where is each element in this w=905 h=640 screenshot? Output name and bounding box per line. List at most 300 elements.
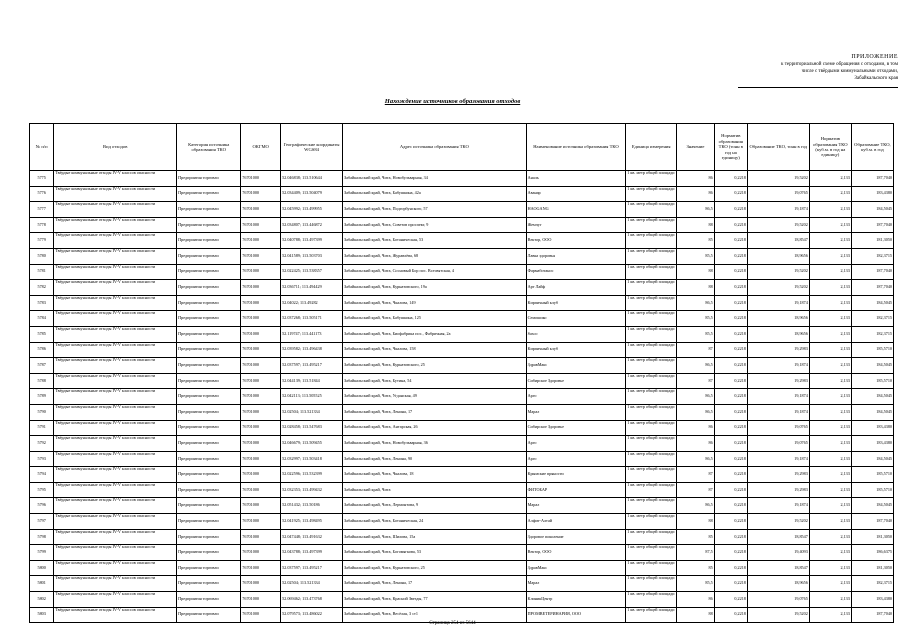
cell-okpo: 76701000 [241, 592, 281, 608]
table-row [30, 264, 894, 280]
cell-coordinates: 52.032353; 113.499432 [281, 482, 343, 498]
cell-volume-norm: 2,133 [809, 248, 851, 264]
cell-mass: 18,9656 [747, 326, 809, 342]
cell-mass: 18,8547 [747, 233, 809, 249]
table-row [30, 529, 894, 545]
cell-address: Забайкальский край, Чита, Чкалова, 158 [343, 342, 527, 358]
cell-value: 86,5 [677, 358, 715, 374]
cell-source-name: Арт Лайф [526, 280, 626, 296]
cell-number: 5801 [30, 576, 54, 592]
cell-value: 86,5 [677, 295, 715, 311]
cell-address: Забайкальский край, Чита, Советов проспект, 9 [343, 217, 527, 233]
cell-category: Предприятия торговли [177, 373, 241, 389]
cell-volume-norm: 2,133 [809, 311, 851, 327]
cell-norm: 0,2218 [714, 171, 747, 187]
cell-mass: 19,2983 [747, 342, 809, 358]
cell-source-name: ПРОМВЕТЕРИНАРИЯ, ООО [526, 607, 626, 623]
table-row [30, 171, 894, 187]
cell-waste-type: Твёрдые коммунальные отходы IV-V классов опасности [54, 467, 177, 483]
cell-volume-norm: 2,133 [809, 280, 851, 296]
cell-unit: 1 кв. метр общей площади [626, 607, 677, 623]
cell-address: Забайкальский край, Чита, Новобульварная, 34 [343, 171, 527, 187]
cell-value: 86,5 [677, 389, 715, 405]
cell-mass: 19,5202 [747, 217, 809, 233]
cell-waste-type: Твёрдые коммунальные отходы IV-V классов опасности [54, 295, 177, 311]
cell-volume: 187,7040 [851, 607, 893, 623]
cell-volume: 182,3715 [851, 248, 893, 264]
cell-value: 85 [677, 233, 715, 249]
cell-value: 86,5 [677, 404, 715, 420]
cell-category: Предприятия торговли [177, 436, 241, 452]
cell-volume-norm: 2,133 [809, 217, 851, 233]
cell-waste-type: Твёрдые коммунальные отходы IV-V классов опасности [54, 342, 177, 358]
table-row [30, 295, 894, 311]
cell-unit: 1 кв. метр общей площади [626, 529, 677, 545]
cell-okpo: 76701000 [241, 326, 281, 342]
cell-category: Предприятия торговли [177, 295, 241, 311]
table-row [30, 560, 894, 576]
cell-okpo: 76701000 [241, 358, 281, 374]
cell-volume-norm: 2,133 [809, 560, 851, 576]
cell-okpo: 76701000 [241, 560, 281, 576]
cell-number: 5792 [30, 436, 54, 452]
cell-norm: 0,2218 [714, 467, 747, 483]
cell-category: Предприятия торговли [177, 342, 241, 358]
cell-unit: 1 кв. метр общей площади [626, 514, 677, 530]
header-row [30, 124, 894, 171]
cell-volume-norm: 2,133 [809, 607, 851, 623]
cell-address: Забайкальский край, Чита, Красной Звезды, 77 [343, 592, 527, 608]
cell-okpo: 76701000 [241, 389, 281, 405]
cell-okpo: 76701000 [241, 280, 281, 296]
table-row [30, 498, 894, 514]
cell-value: 86 [677, 436, 715, 452]
cell-source-name: Кирпичный клуб [526, 295, 626, 311]
cell-coordinates: 52.046838; 113.510644 [281, 171, 343, 187]
col-header-n: № п/п [30, 124, 54, 171]
cell-coordinates: 52.041925; 113.498495 [281, 514, 343, 530]
cell-address: Забайкальский край, Чита, Чкалова, 18 [343, 467, 527, 483]
cell-value: 88 [677, 280, 715, 296]
cell-value: 87,5 [677, 545, 715, 561]
cell-volume: 184,5045 [851, 498, 893, 514]
cell-mass: 19,1874 [747, 404, 809, 420]
cell-waste-type: Твёрдые коммунальные отходы IV-V классов опасности [54, 186, 177, 202]
cell-unit: 1 кв. метр общей площади [626, 295, 677, 311]
cell-unit: 1 кв. метр общей площади [626, 373, 677, 389]
cell-norm: 0,2218 [714, 311, 747, 327]
cell-mass: 19,2983 [747, 467, 809, 483]
table-row [30, 233, 894, 249]
cell-coordinates: 52.051432; 113.50186 [281, 498, 343, 514]
cell-source-name: Вектор, ООО [526, 233, 626, 249]
cell-coordinates: 52.039582; 113.496438 [281, 342, 343, 358]
cell-unit: 1 кв. метр общей площади [626, 248, 677, 264]
cell-norm: 0,2218 [714, 420, 747, 436]
cell-waste-type: Твёрдые коммунальные отходы IV-V классов опасности [54, 404, 177, 420]
cell-mass: 19,1874 [747, 295, 809, 311]
table-row [30, 545, 894, 561]
col-header-norm: Норматив образования ТКО (тонн в год на единицу) [714, 124, 747, 171]
cell-value: 87 [677, 467, 715, 483]
cell-unit: 1 кв. метр общей площади [626, 358, 677, 374]
cell-waste-type: Твёрдые коммунальные отходы IV-V классов опасности [54, 326, 177, 342]
cell-value: 86,5 [677, 498, 715, 514]
cell-category: Предприятия торговли [177, 202, 241, 218]
cell-mass: 19,2983 [747, 373, 809, 389]
cell-source-name: Кирпичный клуб [526, 342, 626, 358]
cell-volume: 183,4380 [851, 186, 893, 202]
cell-volume: 183,4380 [851, 592, 893, 608]
cell-unit: 1 кв. метр общей площади [626, 404, 677, 420]
cell-coordinates: 52.022425; 113.538357 [281, 264, 343, 280]
table-row [30, 404, 894, 420]
cell-value: 87 [677, 373, 715, 389]
cell-mass: 19,1874 [747, 389, 809, 405]
cell-address: Забайкальский край, Чита, Лермонтова, 9 [343, 498, 527, 514]
cell-unit: 1 кв. метр общей площади [626, 186, 677, 202]
cell-mass: 19,0765 [747, 592, 809, 608]
cell-volume-norm: 2,133 [809, 342, 851, 358]
table-row [30, 342, 894, 358]
cell-number: 5791 [30, 420, 54, 436]
cell-value: 85 [677, 529, 715, 545]
cell-address: Забайкальский край, Чита, Угданская, 49 [343, 389, 527, 405]
cell-volume: 185,5710 [851, 482, 893, 498]
table-row [30, 373, 894, 389]
appendix-line-1: к территориальной схеме обращения с отходами, в том [781, 62, 898, 67]
cell-source-name: Аналь [526, 171, 626, 187]
cell-norm: 0,2218 [714, 264, 747, 280]
cell-value: 87 [677, 482, 715, 498]
table-row [30, 217, 894, 233]
cell-category: Предприятия торговли [177, 264, 241, 280]
cell-waste-type: Твёрдые коммунальные отходы IV-V классов опасности [54, 311, 177, 327]
cell-norm: 0,2218 [714, 373, 747, 389]
cell-coordinates: 52.02504; 113.521334 [281, 576, 343, 592]
cell-coordinates: 52.032997; 113.503418 [281, 451, 343, 467]
cell-okpo: 76701000 [241, 248, 281, 264]
cell-value: 85,5 [677, 576, 715, 592]
cell-unit: 1 кв. метр общей площади [626, 451, 677, 467]
cell-coordinates: 52.037268; 113.505171 [281, 311, 343, 327]
cell-source-name: Вектор, ООО [526, 545, 626, 561]
cell-waste-type: Твёрдые коммунальные отходы IV-V классов опасности [54, 498, 177, 514]
cell-volume: 185,5710 [851, 342, 893, 358]
cell-unit: 1 кв. метр общей площади [626, 576, 677, 592]
table-row [30, 280, 894, 296]
cell-source-name: НАОGANG [526, 202, 626, 218]
cell-okpo: 76701000 [241, 295, 281, 311]
table-row [30, 311, 894, 327]
cell-norm: 0,2218 [714, 326, 747, 342]
cell-value: 88 [677, 264, 715, 280]
cell-category: Предприятия торговли [177, 358, 241, 374]
cell-category: Предприятия торговли [177, 389, 241, 405]
cell-coordinates: 52.028458; 113.547683 [281, 420, 343, 436]
cell-waste-type: Твёрдые коммунальные отходы IV-V классов опасности [54, 451, 177, 467]
cell-mass: 19,0765 [747, 186, 809, 202]
cell-address: Забайкальский край, Чита, Подгорбунского, 57 [343, 202, 527, 218]
cell-mass: 19,1874 [747, 451, 809, 467]
cell-norm: 0,2218 [714, 592, 747, 608]
cell-waste-type: Твёрдые коммунальные отходы IV-V классов опасности [54, 482, 177, 498]
cell-okpo: 76701000 [241, 373, 281, 389]
cell-volume: 181,3050 [851, 233, 893, 249]
table-row [30, 576, 894, 592]
cell-source-name: Аванар [526, 186, 626, 202]
cell-volume: 184,5045 [851, 295, 893, 311]
cell-number: 5782 [30, 280, 54, 296]
cell-coordinates: 52.034807; 113.446872 [281, 217, 343, 233]
table-row [30, 592, 894, 608]
cell-category: Предприятия торговли [177, 529, 241, 545]
cell-waste-type: Твёрдые коммунальные отходы IV-V классов опасности [54, 233, 177, 249]
cell-waste-type: Твёрдые коммунальные отходы IV-V классов опасности [54, 420, 177, 436]
cell-mass: 19,5202 [747, 264, 809, 280]
table-row [30, 186, 894, 202]
cell-norm: 0,2218 [714, 576, 747, 592]
cell-mass: 19,0765 [747, 420, 809, 436]
cell-volume-norm: 2,133 [809, 264, 851, 280]
cell-category: Предприятия торговли [177, 186, 241, 202]
cell-norm: 0,2218 [714, 280, 747, 296]
cell-okpo: 76701000 [241, 202, 281, 218]
cell-okpo: 76701000 [241, 420, 281, 436]
table-row [30, 248, 894, 264]
col-header-okpo: ОКГМО [241, 124, 281, 171]
cell-coordinates: 52.046679; 113.509455 [281, 436, 343, 452]
cell-source-name: Здоровое поколение [526, 529, 626, 545]
cell-volume: 187,7040 [851, 514, 893, 530]
cell-number: 5784 [30, 311, 54, 327]
cell-volume: 187,7040 [851, 264, 893, 280]
cell-coordinates: 52.040788; 113.497399 [281, 233, 343, 249]
cell-category: Предприятия торговли [177, 217, 241, 233]
cell-source-name: Алфит-Алтай [526, 514, 626, 530]
cell-mass: 19,1874 [747, 498, 809, 514]
col-header-address: Адрес источника образования ТКО [343, 124, 527, 171]
cell-okpo: 76701000 [241, 342, 281, 358]
cell-number: 5776 [30, 186, 54, 202]
cell-category: Предприятия торговли [177, 404, 241, 420]
cell-okpo: 76701000 [241, 171, 281, 187]
col-header-type: Вид отходов [54, 124, 177, 171]
cell-source-name: Жемчуг [526, 217, 626, 233]
cell-source-name: Марал [526, 498, 626, 514]
cell-volume-norm: 2,133 [809, 529, 851, 545]
table-row [30, 467, 894, 483]
cell-coordinates: 52.037597; 113.495217 [281, 560, 343, 576]
cell-number: 5798 [30, 529, 54, 545]
cell-norm: 0,2218 [714, 202, 747, 218]
cell-norm: 0,2218 [714, 436, 747, 452]
cell-okpo: 76701000 [241, 311, 281, 327]
cell-volume: 187,7040 [851, 280, 893, 296]
cell-waste-type: Твёрдые коммунальные отходы IV-V классов опасности [54, 576, 177, 592]
cell-volume: 181,3050 [851, 560, 893, 576]
cell-mass: 19,1874 [747, 202, 809, 218]
cell-mass: 19,2983 [747, 482, 809, 498]
cell-volume: 181,3050 [851, 529, 893, 545]
cell-volume-norm: 2,133 [809, 186, 851, 202]
cell-address: Забайкальский край, Чита, Бутина, 54 [343, 373, 527, 389]
col-header-category: Категория источника образования ТКО [177, 124, 241, 171]
cell-volume-norm: 2,133 [809, 202, 851, 218]
cell-source-name: КлиникЦентр [526, 592, 626, 608]
cell-norm: 0,2218 [714, 248, 747, 264]
cell-unit: 1 кв. метр общей площади [626, 233, 677, 249]
cell-norm: 0,2218 [714, 451, 747, 467]
cell-source-name: Арго [526, 389, 626, 405]
cell-number: 5775 [30, 171, 54, 187]
col-header-volume: Образование ТКО, куб.м. в год [851, 124, 893, 171]
document-title: Нахождение источников образования отходов [384, 98, 521, 105]
cell-coordinates: 52.04022; 113.49282 [281, 295, 343, 311]
cell-okpo: 76701000 [241, 482, 281, 498]
cell-source-name: Крымские пряности [526, 467, 626, 483]
cell-address: Забайкальский край, Чита, Биофабрика пос., Фабричная, 2а [343, 326, 527, 342]
table-row [30, 202, 894, 218]
cell-coordinates: 52.047448; 113.491632 [281, 529, 343, 545]
cell-volume: 186,6375 [851, 545, 893, 561]
cell-mass: 19,5202 [747, 607, 809, 623]
table-header [30, 124, 894, 171]
cell-number: 5788 [30, 373, 54, 389]
cell-norm: 0,2218 [714, 342, 747, 358]
cell-category: Предприятия торговли [177, 248, 241, 264]
cell-waste-type: Твёрдые коммунальные отходы IV-V классов опасности [54, 264, 177, 280]
cell-volume-norm: 2,133 [809, 498, 851, 514]
cell-waste-type: Твёрдые коммунальные отходы IV-V классов опасности [54, 358, 177, 374]
cell-category: Предприятия торговли [177, 498, 241, 514]
cell-volume: 184,5045 [851, 389, 893, 405]
cell-number: 5779 [30, 233, 54, 249]
cell-address: Забайкальский край, Чита, Ленина, 90 [343, 451, 527, 467]
cell-volume: 183,4380 [851, 420, 893, 436]
cell-source-name: ФИТОБАР [526, 482, 626, 498]
cell-coordinates: 52.043788; 113.497399 [281, 545, 343, 561]
col-header-source: Наименование источника образования ТКО [526, 124, 626, 171]
waste-sources-table [29, 123, 894, 623]
page-footer: Страница 254 из 5644 [429, 621, 476, 626]
cell-source-name: Сибирское Здоровье [526, 373, 626, 389]
cell-unit: 1 кв. метр общей площади [626, 280, 677, 296]
cell-norm: 0,2218 [714, 560, 747, 576]
cell-coordinates: 52.044139; 113.51844 [281, 373, 343, 389]
cell-number: 5787 [30, 358, 54, 374]
cell-address: Забайкальский край, Чита, Сосновый Бор пос. Всесвятская, 4 [343, 264, 527, 280]
cell-value: 85 [677, 560, 715, 576]
cell-norm: 0,2218 [714, 529, 747, 545]
cell-okpo: 76701000 [241, 436, 281, 452]
cell-volume-norm: 2,133 [809, 373, 851, 389]
cell-address: Забайкальский край, Чита, Журавлёва, 68 [343, 248, 527, 264]
cell-okpo: 76701000 [241, 404, 281, 420]
cell-okpo: 76701000 [241, 498, 281, 514]
cell-number: 5799 [30, 545, 54, 561]
table-row [30, 389, 894, 405]
cell-address: Забайкальский край, Чита, Бабушкина, 125 [343, 311, 527, 327]
cell-source-name: Лавка здоровья [526, 248, 626, 264]
cell-value: 86 [677, 592, 715, 608]
cell-okpo: 76701000 [241, 451, 281, 467]
cell-okpo: 76701000 [241, 186, 281, 202]
appendix-line-3: Забайкальского края [854, 76, 898, 81]
cell-waste-type: Твёрдые коммунальные отходы IV-V классов опасности [54, 217, 177, 233]
cell-volume-norm: 2,133 [809, 404, 851, 420]
cell-volume-norm: 2,133 [809, 436, 851, 452]
cell-unit: 1 кв. метр общей площади [626, 498, 677, 514]
cell-number: 5781 [30, 264, 54, 280]
cell-category: Предприятия торговли [177, 467, 241, 483]
cell-volume-norm: 2,133 [809, 233, 851, 249]
cell-address: Забайкальский край, Чита, Ботаническая, 24 [343, 514, 527, 530]
cell-coordinates: 52.119747; 113.441173 [281, 326, 343, 342]
cell-okpo: 76701000 [241, 545, 281, 561]
cell-volume: 182,3715 [851, 576, 893, 592]
appendix-title: ПРИЛОЖЕНИЕ [851, 54, 898, 60]
cell-address: Забайкальский край, Чита, Чкалова, 149 [343, 295, 527, 311]
cell-source-name: Арго [526, 436, 626, 452]
cell-waste-type: Твёрдые коммунальные отходы IV-V классов опасности [54, 529, 177, 545]
cell-address: Забайкальский край, Чита, Ленина, 17 [343, 576, 527, 592]
cell-volume-norm: 2,133 [809, 482, 851, 498]
cell-value: 88 [677, 607, 715, 623]
cell-address: Забайкальский край, Чита, Курнатовского, 25 [343, 358, 527, 374]
cell-unit: 1 кв. метр общей площади [626, 592, 677, 608]
cell-volume: 184,5045 [851, 404, 893, 420]
cell-waste-type: Твёрдые коммунальные отходы IV-V классов опасности [54, 545, 177, 561]
cell-volume-norm: 2,133 [809, 358, 851, 374]
cell-source-name: Сибирское Здоровье [526, 420, 626, 436]
cell-unit: 1 кв. метр общей площади [626, 467, 677, 483]
table-row [30, 436, 894, 452]
cell-norm: 0,2218 [714, 404, 747, 420]
cell-waste-type: Твёрдые коммунальные отходы IV-V классов опасности [54, 592, 177, 608]
col-header-vnorm: Норматив образования ТКО (куб.м. в год на единицу) [809, 124, 851, 171]
cell-waste-type: Твёрдые коммунальные отходы IV-V классов опасности [54, 171, 177, 187]
cell-category: Предприятия торговли [177, 233, 241, 249]
cell-number: 5783 [30, 295, 54, 311]
cell-volume-norm: 2,133 [809, 326, 851, 342]
cell-category: Предприятия торговли [177, 514, 241, 530]
cell-address: Забайкальский край, Чита, Курнатовского, 25 [343, 560, 527, 576]
cell-volume-norm: 2,133 [809, 389, 851, 405]
cell-unit: 1 кв. метр общей площади [626, 326, 677, 342]
cell-category: Предприятия торговли [177, 592, 241, 608]
cell-unit: 1 кв. метр общей площади [626, 171, 677, 187]
cell-source-name: Sasco [526, 326, 626, 342]
cell-value: 86,5 [677, 451, 715, 467]
cell-address: Забайкальский край, Чита [343, 482, 527, 498]
cell-source-name: Фармаботанос [526, 264, 626, 280]
cell-mass: 18,9656 [747, 311, 809, 327]
cell-norm: 0,2218 [714, 217, 747, 233]
cell-waste-type: Твёрдые коммунальные отходы IV-V классов опасности [54, 607, 177, 623]
cell-waste-type: Твёрдые коммунальные отходы IV-V классов опасности [54, 389, 177, 405]
cell-volume: 182,3715 [851, 326, 893, 342]
col-header-unit: Единица измерения [626, 124, 677, 171]
cell-volume: 183,4380 [851, 436, 893, 452]
cell-waste-type: Твёрдые коммунальные отходы IV-V классов опасности [54, 373, 177, 389]
table-row [30, 451, 894, 467]
cell-okpo: 76701000 [241, 467, 281, 483]
cell-volume: 187,7040 [851, 217, 893, 233]
cell-category: Предприятия торговли [177, 607, 241, 623]
cell-mass: 19,4093 [747, 545, 809, 561]
cell-category: Предприятия торговли [177, 326, 241, 342]
